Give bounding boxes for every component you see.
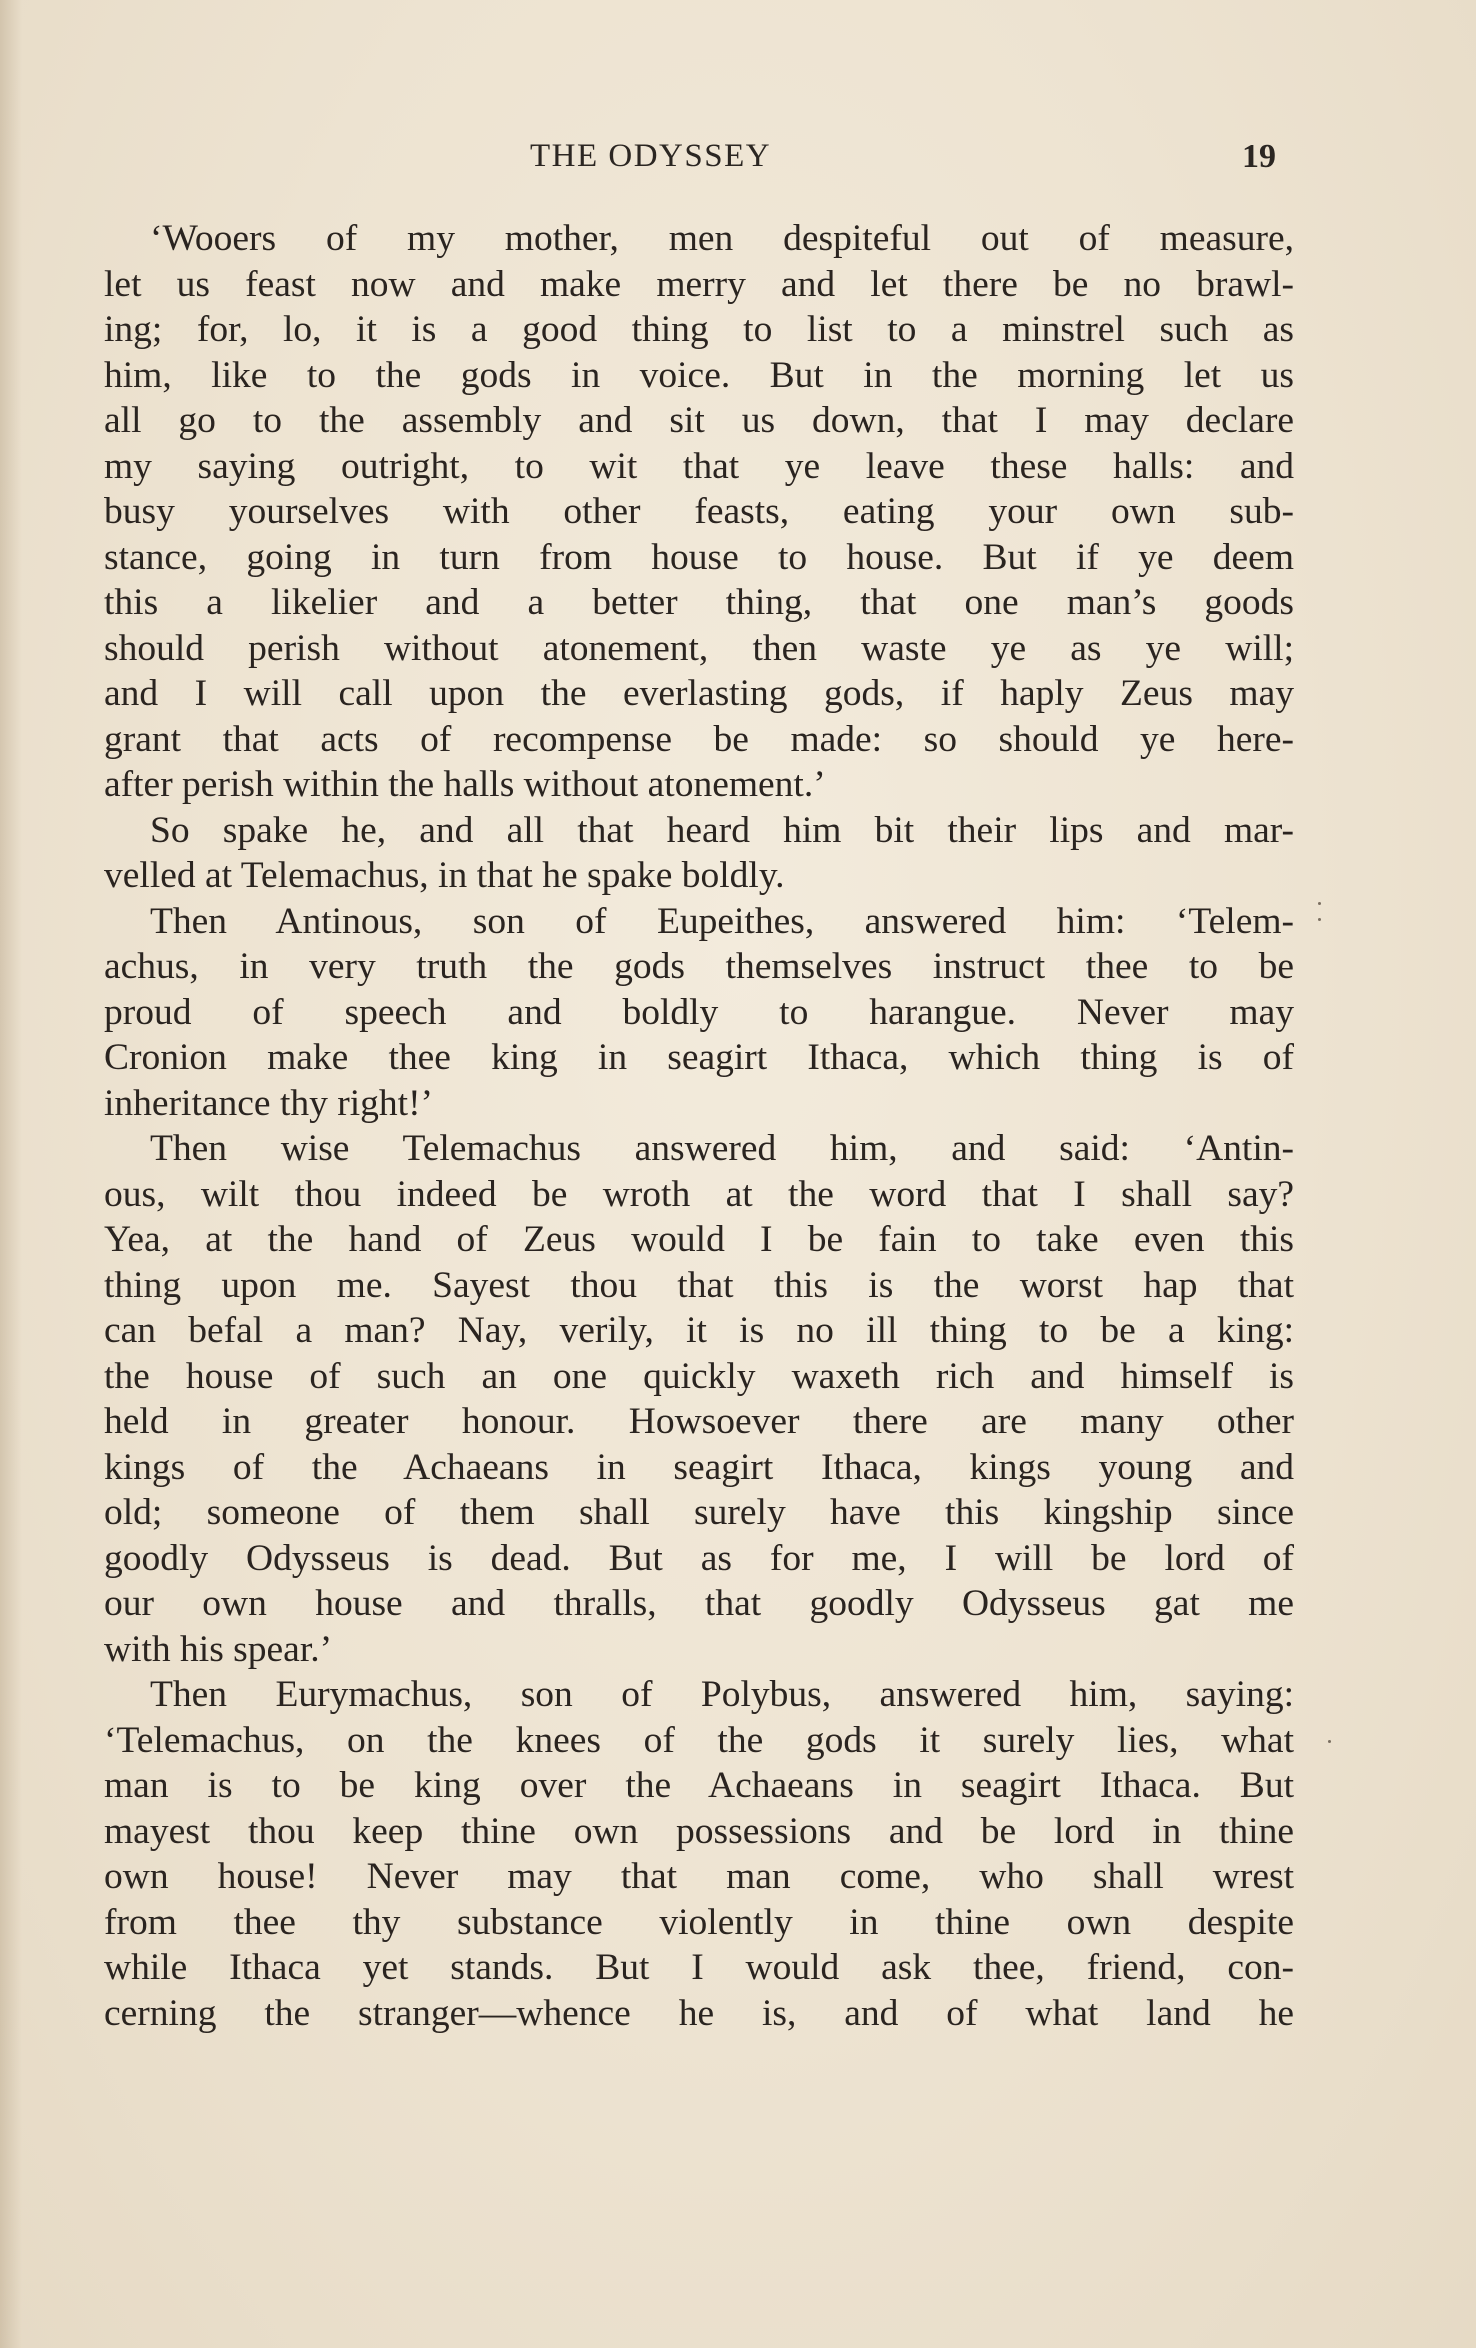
text-line: ‘Wooers of my mother, men despiteful out of measure, xyxy=(150,218,1294,259)
text-line: Cronion make thee king in seagirt Ithaca, which thing is of xyxy=(104,1037,1294,1078)
text-line: the house of such an one quickly waxeth rich and himself is xyxy=(104,1355,1294,1397)
text-line: our own house and thralls, that goodly Odysseus gat me xyxy=(104,1583,1294,1624)
text-line: Then wise Telemachus answered him, and said: ‘Antin- xyxy=(150,1128,1294,1169)
text-line: man is to be king over the Achaeans in seagirt Ithaca. But xyxy=(104,1765,1294,1806)
page-gutter-shadow xyxy=(0,0,22,2348)
text-line: inheritance thy right!’ xyxy=(104,1082,434,1124)
text-line: busy yourselves with other feasts, eating your own sub- xyxy=(104,491,1294,532)
text-line: should perish without atonement, then waste ye as ye will; xyxy=(104,627,1294,669)
text-line: Then Eurymachus, son of Polybus, answered him, saying: xyxy=(150,1674,1294,1715)
page-number: 19 xyxy=(1242,138,1276,175)
text-line: proud of speech and boldly to harangue. Never may xyxy=(104,991,1294,1033)
paper-speck xyxy=(1318,902,1321,905)
text-line: ‘Telemachus, on the knees of the gods it surely lies, what xyxy=(104,1719,1294,1761)
text-line: let us feast now and make merry and let there be no brawl- xyxy=(104,263,1294,305)
text-line: own house! Never may that man come, who shall wrest xyxy=(104,1856,1294,1897)
text-line: Then Antinous, son of Eupeithes, answered him: ‘Telem- xyxy=(150,900,1294,942)
text-line: Yea, at the hand of Zeus would I be fain to take even this xyxy=(104,1219,1294,1260)
text-line: held in greater honour. Howsoever there are many other xyxy=(104,1401,1294,1442)
text-line: my saying outright, to wit that ye leave these halls: and xyxy=(104,445,1294,487)
text-line: with his spear.’ xyxy=(104,1628,333,1670)
text-line: cerning the stranger—whence he is, and of what land he xyxy=(104,1992,1294,2034)
text-line: can befal a man? Nay, verily, it is no ill thing to be a king: xyxy=(104,1310,1294,1351)
text-line: stance, going in turn from house to house. But if ye deem xyxy=(104,536,1294,578)
text-line: from thee thy substance violently in thine own despite xyxy=(104,1901,1294,1943)
text-line: this a likelier and a better thing, that one man’s goods xyxy=(104,582,1294,623)
text-line: goodly Odysseus is dead. But as for me, I will be lord of xyxy=(104,1537,1294,1579)
text-line: grant that acts of recompense be made: so should ye here- xyxy=(104,718,1294,760)
running-head xyxy=(0,138,1476,184)
text-line: So spake he, and all that heard him bit their lips and mar- xyxy=(150,809,1294,851)
paper-speck xyxy=(1328,1740,1331,1743)
text-line: ous, wilt thou indeed be wroth at the word that I shall say? xyxy=(104,1173,1294,1215)
running-title: THE ODYSSEY xyxy=(530,138,772,174)
text-line: after perish within the halls without atonement.’ xyxy=(104,764,826,805)
text-line: him, like to the gods in voice. But in the morning let us xyxy=(104,354,1294,396)
text-line: achus, in very truth the gods themselves instruct thee to be xyxy=(104,946,1294,987)
text-line: kings of the Achaeans in seagirt Ithaca, kings young and xyxy=(104,1446,1294,1488)
text-line: thing upon me. Sayest thou that this is the worst hap that xyxy=(104,1264,1294,1306)
text-line: velled at Telemachus, in that he spake boldly. xyxy=(104,855,785,896)
paper-speck xyxy=(1318,918,1321,921)
text-line: old; someone of them shall surely have this kingship since xyxy=(104,1492,1294,1533)
body-text xyxy=(104,216,1294,2036)
text-line: and I will call upon the everlasting gods, if haply Zeus may xyxy=(104,673,1294,714)
text-line: mayest thou keep thine own possessions and be lord in thine xyxy=(104,1810,1294,1852)
text-line: ing; for, lo, it is a good thing to list to a minstrel such as xyxy=(104,309,1294,350)
text-line: all go to the assembly and sit us down, that I may declare xyxy=(104,400,1294,441)
text-line: while Ithaca yet stands. But I would ask thee, friend, con- xyxy=(104,1947,1294,1988)
